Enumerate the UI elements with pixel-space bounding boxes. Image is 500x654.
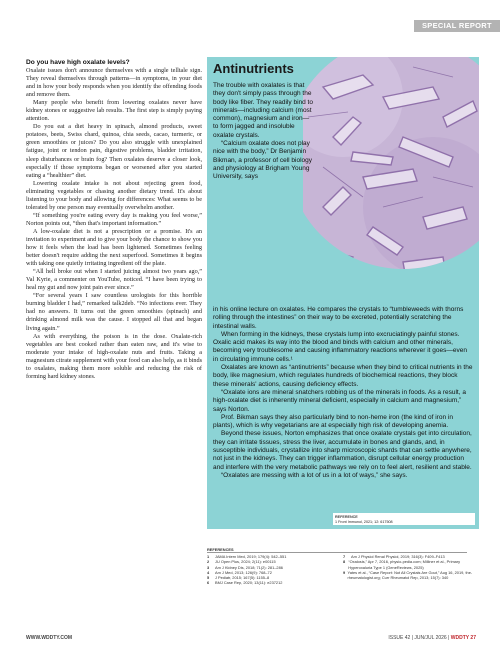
sidebar-paragraph: Oxalates are known as “antinutrients” because when they bind to critical nutrients in the body, like magnesium, which regulates hundreds of biochemical reactions, they block these minerals' actions, causing deficiency effects.: [213, 364, 473, 388]
footer-issue-info: [388, 635, 476, 641]
crystal-micrograph-image: [303, 57, 479, 287]
article-paragraph: “All hell broke out when I started juicing almost two years ago,” Val Kyrie, a commenter on YouTube, noticed. “I have been trying to heal my gut and now joint pain ever since.”: [26, 268, 202, 292]
sidebar-paragraph: “Oxalate ions are mineral snatchers robbing us of the minerals in foods. As a result, a high-oxalate diet is inherently mineral deficient, especially in calcium and magnesium,” says Norton.: [213, 388, 466, 413]
references-heading: REFERENCES: [207, 547, 467, 553]
article-paragraph: Many people who benefit from lowering oxalates never have kidney stones or suggestive lab results. The first step is simply paying attention.: [26, 99, 202, 123]
sidebar-paragraph: Prof. Bikman says they also particularly bind to non-heme iron (the kind of iron in plants), which is why vegetarians are at especially high risk of developing anemia.: [213, 413, 453, 430]
article-heading: Do you have high oxalate levels?: [26, 59, 130, 66]
sidebar-reference-label: REFERENCE: [335, 515, 358, 519]
reference-item: 9 Yates et al., “Case Report: Not All Crystals Are Gout,” Aug 16, 2019, the-rheumatologist.org; Curr Rheumatol Rep, 2013; 15(7): 340: [343, 569, 473, 581]
sidebar-title: Antinutrients: [213, 61, 294, 76]
footer-issue: ISSUE 42 | JUN/JUL 2026 |: [388, 635, 450, 641]
sidebar-paragraph: The trouble with oxalates is that they don't simply pass through the body like fiber. They readily bind to minerals—including calcium (most common), magnesium and iron—to form jagged and insoluble oxalate crystals.: [213, 82, 313, 139]
reference-item: 6 BMJ Case Rep, 2020; 13(11): e237212: [207, 580, 283, 586]
reference-item: 2 JU Open Plus, 2024; 2(11): e00115: [207, 559, 276, 565]
reference-item: 7 Am J Physiol Renal Physiol, 2019; 316(3): F409–F413: [343, 554, 445, 560]
reference-item: 1 JAMA Intern Med, 2019; 179(4): 542–551: [207, 554, 287, 560]
sidebar-body-text: [213, 306, 473, 480]
sidebar-paragraph: in his online lecture on oxalates. He compares the crystals to “tumbleweeds with thorns rolling through the intestines” on their way to be excreted, potentially scratching the intestinal walls.: [213, 306, 464, 330]
reference-item: 8 “Oxalosis,” Apr 7, 2016, physio-pedia.com; Milliner et al., Primary Hyperoxaluria Type 1 (GeneReviews, 2025): [343, 559, 461, 570]
article-paragraph: “If something you're eating every day is making you feel worse,” Norton points out, “then that's important information.”: [26, 211, 202, 227]
references-list: [207, 547, 479, 585]
section-band: [414, 20, 500, 32]
reference-item: 4 Am J Med, 2013; 126(9): 768–72: [207, 569, 272, 575]
article-paragraph: “For several years I saw countless urologists for this horrible burning bladder I had,” remarked talk2deb. “No infections ever. They had no answers. It turns out the green smoothies (spinach) and drinking almond milk was the cause. I stopped all that and began living again.”: [26, 292, 202, 332]
sidebar-paragraph: “Calcium oxalate does not play nice with the body,” Dr Benjamin Bikman, a professor of cell biology and physiology at Brigham Young University, says: [213, 140, 312, 181]
article-paragraph: A low-oxalate diet is not a prescription or a promise. It's an invitation to experiment and to give your body the chance to show you how it feels when the load has been lightened. Sometimes feeling better doesn't require adding the next superfood. Sometimes it begins with taking one quietly irritating ingredient off the plate.: [26, 227, 202, 268]
sidebar-intro-text: [213, 82, 313, 182]
reference-item: 5 J Pediatr, 2015; 167(5): 1155–8: [207, 575, 270, 581]
section-label: SPECIAL REPORT: [422, 21, 492, 30]
sidebar-paragraph: When forming in the kidneys, these crystals lump into excruciatingly painful stones. Oxalic acid makes its way into the blood and binds with calcium and other minerals, becoming very troublesome and causing inflammatory reactions wherever it goes—even in circulating immune cells.¹: [213, 330, 467, 363]
sidebar-paragraph: Beyond these issues, Norton emphasizes that once oxalate crystals get into circulation, they can irritate tissues, stress the liver, accumulate in bones and glands, and, in susceptible individuals, crystallize into sharp microscopic shards that can settle anywhere, not just in the kidneys. They can trigger inflammation, disrupt cellular energy production and interfere with the very metabolic pathways we rely on to feel alert, resilient and stable.: [213, 430, 472, 471]
footer-site-url: WWW.WDDTY.COM: [26, 635, 73, 641]
article-paragraph: As with everything, the poison is in the dose. Oxalate-rich vegetables are best cooked rather than eaten raw, and it's wise to moderate your intake of high-oxalate nuts and fruits. Taking a magnesium citrate supplement with your food can also help, as it binds to oxalates, making them more soluble and reducing the risk of forming hard kidney stones.: [26, 332, 202, 380]
article-paragraph: Lowering oxalate intake is not about rejecting green food, eliminating vegetables or chasing another dietary trend. It's about listening to your body and allowing for differences: What seems to be tolerated by one person may eventually overwhelm another.: [26, 179, 202, 211]
article-paragraph: Do you eat a diet heavy in spinach, almond products, sweet potatoes, beets, Swiss chard, quinoa, chia seeds, cacao, turmeric, or green smoothies or juices? Do you also struggle with unexplained fatigue, joint or tendon pain, digestive problems, bladder irritation, sleep disturbances or brain fog? Then oxalates deserve a closer look, especially if those symptoms began or worsened after you started eating a “healthier” diet.: [26, 123, 202, 179]
article-paragraph: Oxalate issues don't announce themselves with a single telltale sign. They reveal themselves through patterns—in symptoms, in your diet and in how your body responds when you identify the offending foods and remove them.: [26, 67, 202, 99]
sidebar-reference-text: 1 Front Immunol, 2021; 12: 617508: [335, 519, 393, 524]
sidebar-reference-box: [333, 513, 475, 525]
reference-item: 3 Am J Kidney Dis, 2018; 71(2): 281–286: [207, 564, 283, 570]
references-left-column: [207, 554, 337, 585]
header-bar: [0, 0, 500, 32]
references-right-column: [343, 554, 473, 585]
footer-brand-page: WDDTY 27: [450, 635, 476, 641]
antinutrients-sidebar: [207, 57, 479, 529]
article-column: [26, 58, 202, 381]
sidebar-paragraph: “Oxalates are messing with a lot of us in a lot of ways,” she says.: [221, 471, 408, 479]
